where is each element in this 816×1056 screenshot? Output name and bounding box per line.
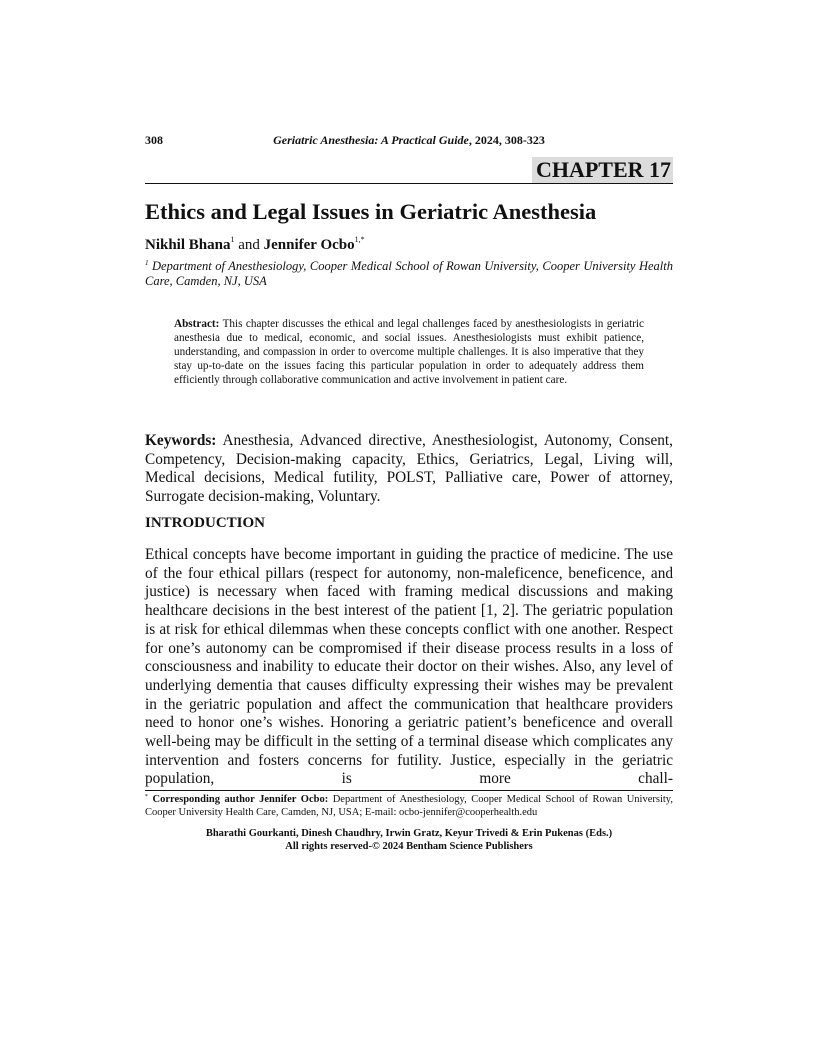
abstract [174,317,644,387]
editors-credit [145,827,673,853]
footnote [145,793,673,819]
author-affiliation-mark: 1 [230,235,235,244]
page-number: 308 [145,133,163,147]
author-name: Jennifer Ocbo [263,237,355,253]
author-affiliation-mark: 1,* [354,235,365,244]
author-name: Nikhil Bhana [145,237,231,253]
footnote-divider [145,790,673,791]
keywords-label: Keywords: [145,432,217,449]
chapter-label: CHAPTER 17 [532,157,673,183]
footnote-text: Department of Anesthesiology, Cooper Medical School of Rowan University, Cooper University Health Care, Camden, NJ, USA; E-mail: ocbo-jennifer@cooperhealth.edu [145,794,673,819]
journal-title: Geriatric Anesthesia: A Practical Guide [273,133,469,147]
affiliation-text: Department of Anesthesiology, Cooper Medical School of Rowan University, Cooper University Health Care, Camden, NJ, USA [145,259,673,288]
footnote-label: Corresponding author Jennifer Ocbo: [148,794,329,805]
copyright-line: All rights reserved-© 2024 Bentham Science Publishers [285,841,533,852]
editors-line: Bharathi Gourkanti, Dinesh Chaudhry, Irwin Gratz, Keyur Trivedi & Erin Pukenas (Eds.) [205,828,613,839]
body-paragraph: Ethical concepts have become important in guiding the practice of medicine. The use of the four ethical pillars (respect for autonomy, non-maleficence, beneficence, and justice) is necessary when faced with framing medical discussions and making healthcare decisions in the best interest of the patient [1, 2]. The geriatric population is at risk for ethical dilemmas when these concepts conflict with one another. Respect for one’s autonomy can be compromised if their disease process results in a loss of consciousness and inability to educate their doctor on their wishes. Also, any level of underlying dementia that causes difficulty expressing their wishes may be prevalent in the geriatric population and affect the communication that healthcare providers need to honor one’s wishes. Honoring a geriatric patient’s beneficence and overall well-being may be difficult in the setting of a terminal disease which complicates any intervention and fosters concerns for futility. Justice, especially in the geriatric population, is more chall- [145,546,673,788]
journal-citation [145,133,673,147]
affiliation-mark: 1 [145,259,149,267]
author-line [145,236,365,254]
abstract-label: Abstract: [174,318,220,330]
footnote-mark: * [145,794,148,800]
keywords [145,432,673,506]
affiliation [145,259,673,289]
section-heading: INTRODUCTION [145,515,266,531]
abstract-text: This chapter discusses the ethical and legal challenges faced by anesthesiologists in geriatric anesthesia due to medical, economic, and social issues. Anesthesiologists must exhibit patience, understanding, and compassion in order to overcome multiple challenges. It is also imperative that they stay up-to-date on the issues facing this particular population in order to adequately address them efficiently through collaborative communication and active involvement in patient care. [174,318,644,387]
journal-details: , 2024, 308-323 [468,133,545,147]
chapter-divider [145,183,673,184]
author-connector: and [234,237,264,253]
chapter-title: Ethics and Legal Issues in Geriatric Anesthesia [145,199,597,224]
keywords-text: Anesthesia, Advanced directive, Anesthesiologist, Autonomy, Consent, Competency, Decision-making capacity, Ethics, Geriatrics, Legal, Living will, Medical decisions, Medical futility, POLST, Palliative care, Power of attorney, Surrogate decision-making, Voluntary. [145,432,673,505]
